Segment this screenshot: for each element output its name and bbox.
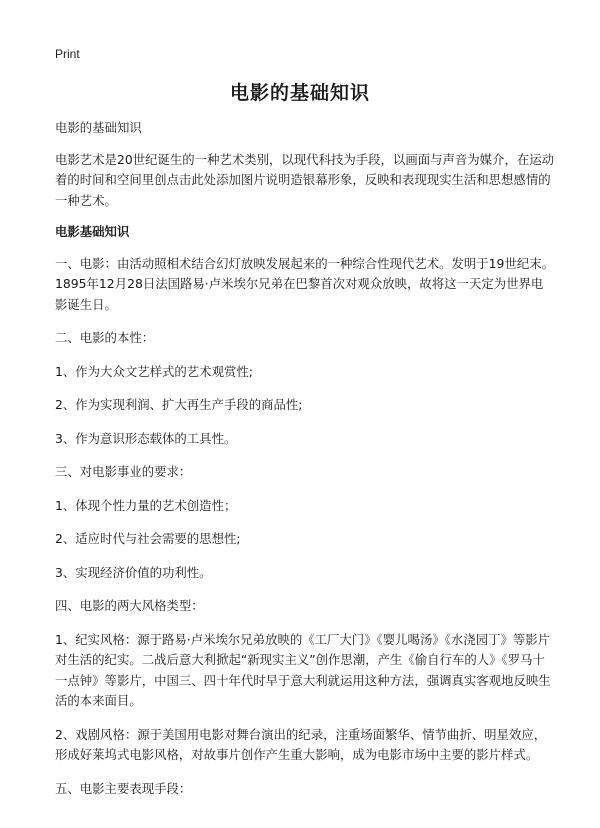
paragraph-9: 3、实现经济价值的功利性。 — [55, 564, 212, 580]
document-body — [55, 118, 555, 799]
paragraph-1: 一、电影：由活动照相术结合幻灯放映发展起来的一种综合性现代艺术。发明于19世纪末。1895年12月28日法国路易·卢米埃尔兄弟在巴黎首次对观众放映，故将这一天定为世界电影诞生日。 — [55, 255, 555, 312]
paragraph-12: 2、戏剧风格：源于美国用电影对舞台演出的纪录，注重场面繁华、情节曲折、明星效应，形成好莱坞式电影风格，对故事片创作产生重大影响，成为电影市场中主要的影片样式。 — [55, 726, 547, 762]
paragraph-10: 四、电影的两大风格类型： — [55, 598, 204, 613]
print-label: Print — [55, 47, 80, 61]
paragraph-2: 二、电影的本性： — [55, 330, 155, 345]
section-heading: 电影基础知识 — [55, 224, 130, 239]
paragraph-13: 五、电影主要表现手段： — [55, 780, 192, 796]
paragraph-6: 三、对电影事业的要求： — [55, 464, 192, 479]
paragraph-11: 1、纪实风格：源于路易·卢米埃尔兄弟放映的《工厂大门》《婴儿喝汤》《水浇园丁》等影片对生活的纪实。二战后意大利掀起“新现实主义”创作思潮，产生《偷自行车的人》《罗马十一点钟》等影片，中国三、四十年代时早于意大利就运用这种方法，强调真实客观地反映生活的本来面目。 — [55, 631, 551, 708]
paragraph-4: 2、作为实现利润、扩大再生产手段的商品性; — [55, 397, 303, 412]
document-title: 电影的基础知识 — [229, 82, 370, 104]
paragraph-3: 1、作为大众文艺样式的艺术观赏性; — [55, 363, 253, 379]
paragraph-7: 1、体现个性力量的艺术创造性； — [55, 497, 237, 513]
intro-paragraph: 电影艺术是20世纪诞生的一种艺术类别，以现代科技为手段，以画面与声音为媒介，在运动着的时间和空间里创点击此处添加图片说明造银幕形象，反映和表现现实生活和思想感情的一种艺术。 — [55, 151, 555, 208]
paragraph-8: 2、适应时代与社会需要的思想性; — [55, 531, 241, 546]
document-subtitle: 电影的基础知识 — [55, 120, 142, 135]
paragraph-5: 3、作为意识形态载体的工具性。 — [55, 430, 237, 446]
